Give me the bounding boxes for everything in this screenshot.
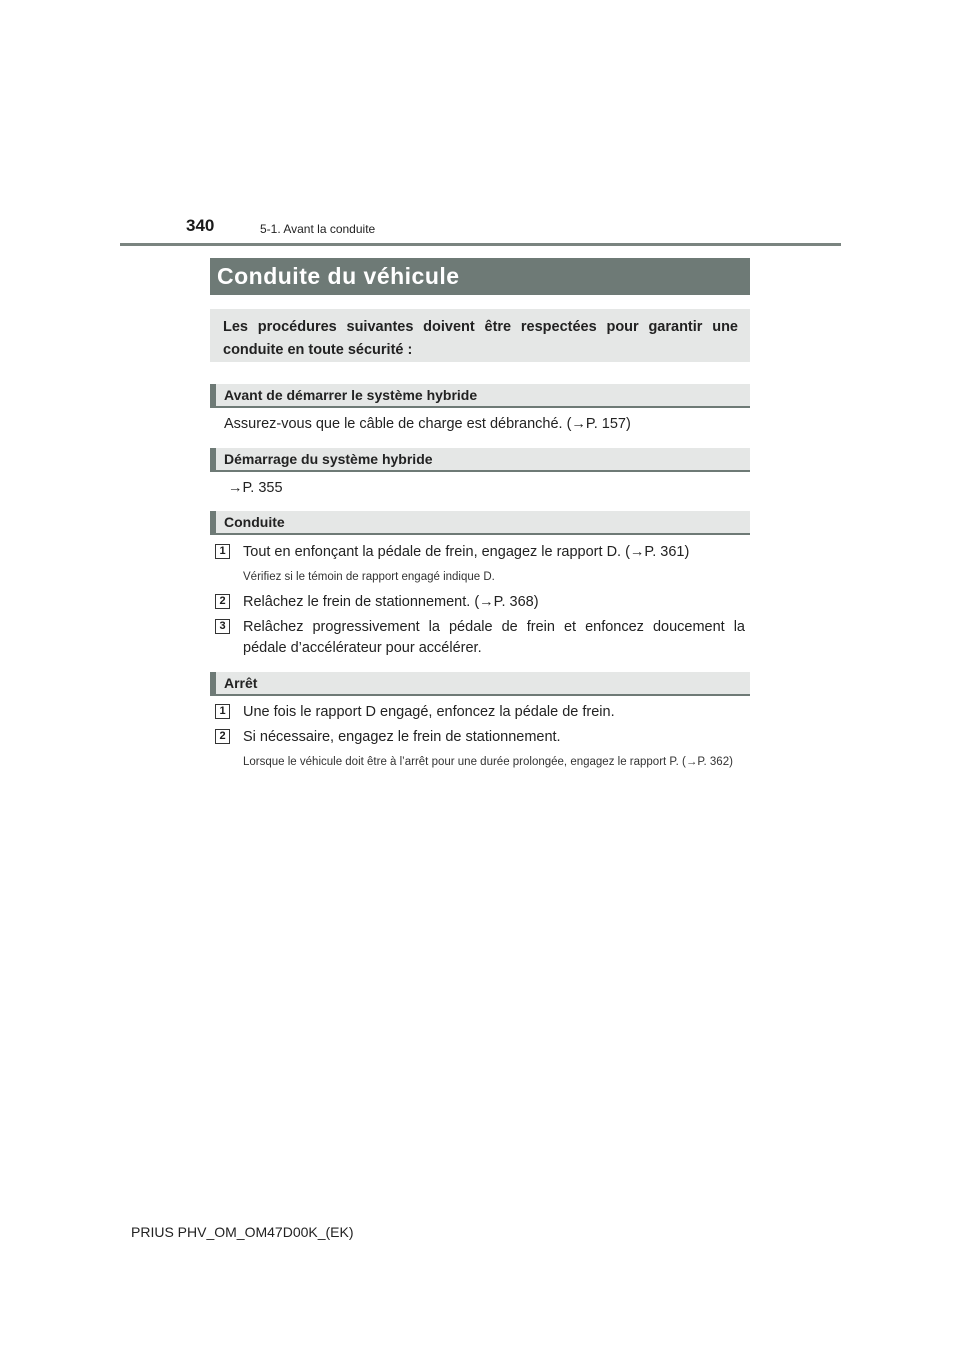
step-badge: 2 xyxy=(215,729,230,744)
subheading-driving: Conduite xyxy=(210,511,750,535)
subheading-stopping: Arrêt xyxy=(210,672,750,696)
step-note: Lorsque le véhicule doit être à l’arrêt pour une durée prolongée, engagez le rapport P. (→P. 362) xyxy=(243,756,733,768)
header-divider xyxy=(120,243,841,246)
step-text: Tout en enfonçant la pédale de frein, engagez le rapport D. (→P. 361) xyxy=(243,544,690,560)
step-text: Une fois le rapport D engagé, enfoncez la pédale de frein. xyxy=(243,704,615,720)
subheading-before-start: Avant de démarrer le système hybride xyxy=(210,384,750,408)
before-start-text: Assurez-vous que le câble de charge est débranché. (→P. 157) xyxy=(224,416,631,432)
subheading-starting: Démarrage du système hybride xyxy=(210,448,750,472)
section-header: 5-1. Avant la conduite xyxy=(260,222,376,236)
footer-document-code: PRIUS PHV_OM_OM47D00K_(EK) xyxy=(131,1224,354,1240)
page-title: Conduite du véhicule xyxy=(210,258,750,295)
step-text: Relâchez progressivement la pédale de frein et enfoncez doucement la pédale d’accélérateur pour accélérer. xyxy=(243,619,745,656)
page-number: 340 xyxy=(186,216,215,235)
step-badge: 2 xyxy=(215,594,230,609)
step-badge: 1 xyxy=(215,544,230,559)
step-text: Relâchez le frein de stationnement. (→P. 368) xyxy=(243,594,539,610)
intro-box: Les procédures suivantes doivent être respectées pour garantir une conduite en toute sécurité : xyxy=(210,309,750,362)
step-badge: 1 xyxy=(215,704,230,719)
step-note: Vérifiez si le témoin de rapport engagé indique D. xyxy=(243,571,495,583)
step-badge: 3 xyxy=(215,619,230,634)
step-text: Si nécessaire, engagez le frein de stationnement. xyxy=(243,729,561,745)
starting-reference: →P. 355 xyxy=(228,480,283,496)
